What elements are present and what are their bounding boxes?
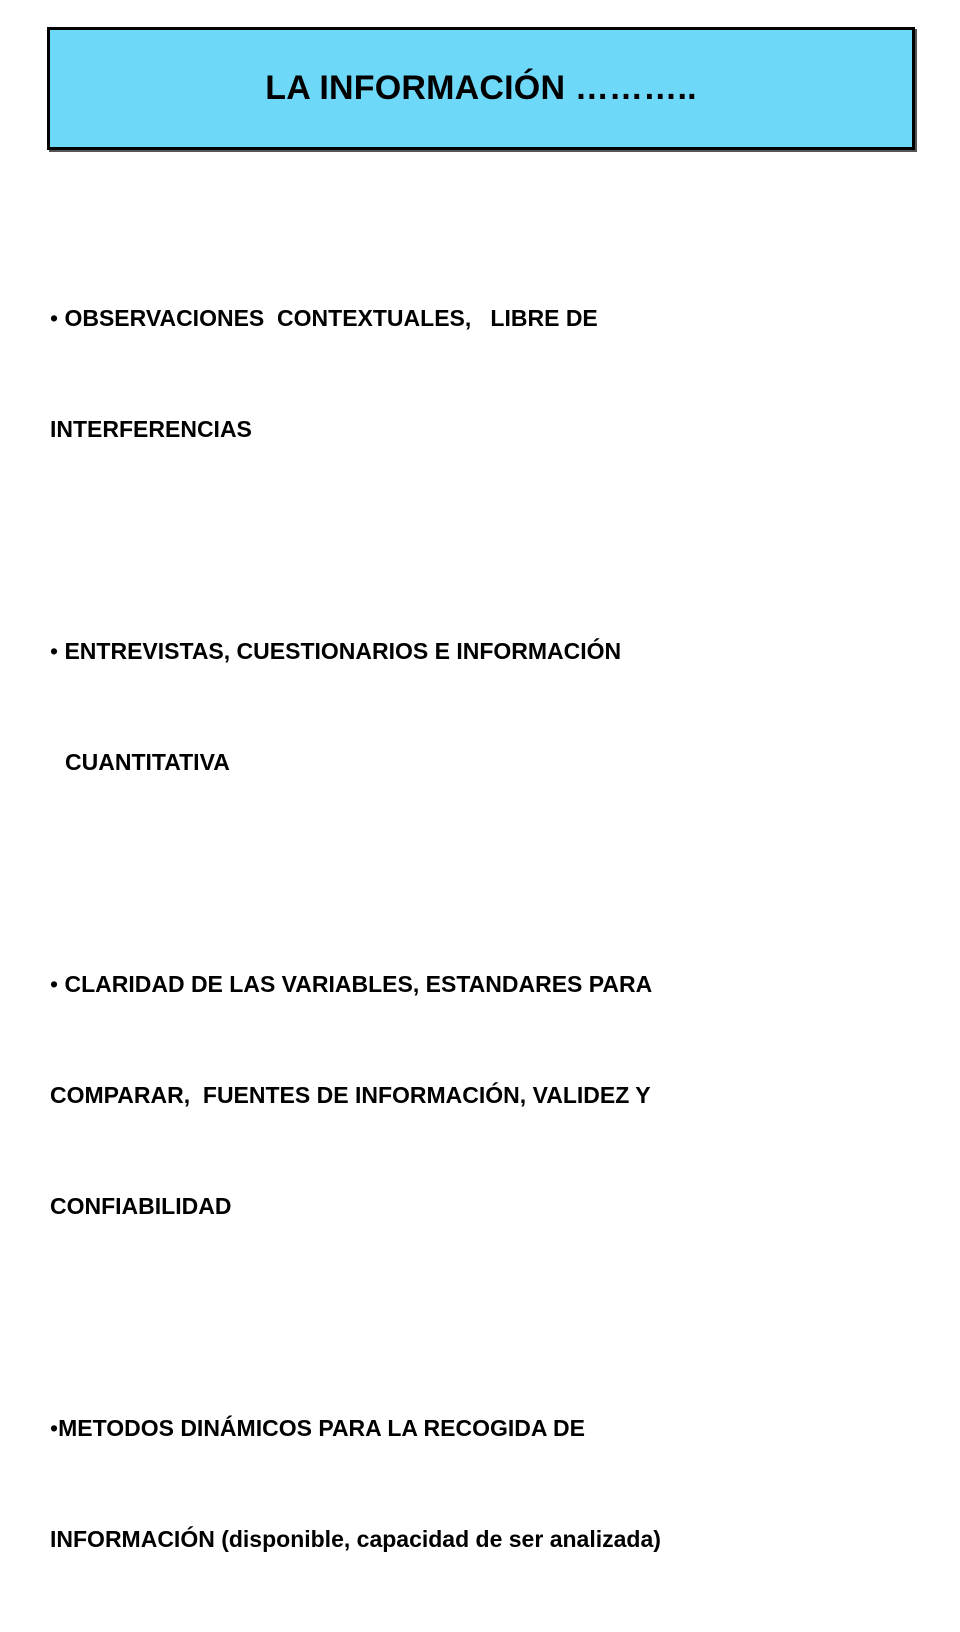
- bullet-line: [50, 966, 910, 1003]
- bullet-line: [50, 744, 910, 781]
- bullet-text: METODOS DINÁMICOS PARA LA RECOGIDA DE: [58, 1415, 585, 1441]
- bullet-line: [50, 1188, 910, 1225]
- bullet-text: ENTREVISTAS, CUESTIONARIOS E INFORMACIÓN: [64, 638, 622, 664]
- bullet-line: [50, 411, 910, 448]
- slide-title: LA INFORMACIÓN ………..: [265, 69, 697, 107]
- bullet-item-entrevistas: [50, 559, 910, 855]
- bullet-line: [50, 1521, 910, 1558]
- bullet-line: [50, 1410, 910, 1447]
- bullet-list: [50, 226, 910, 1632]
- bullet-dot-icon: •: [50, 971, 65, 997]
- bullet-text: CUANTITATIVA: [65, 749, 230, 775]
- bullet-dot-icon: •: [50, 305, 65, 331]
- bullet-text: COMPARAR, FUENTES DE INFORMACIÓN, VALIDEZ Y: [50, 1082, 651, 1108]
- bullet-line: [50, 1077, 910, 1114]
- bullet-item-observaciones: [50, 226, 910, 522]
- bullet-dot-icon: •: [50, 1415, 59, 1441]
- bullet-line: [50, 300, 910, 337]
- bullet-item-claridad: [50, 892, 910, 1299]
- bullet-text: CLARIDAD DE LAS VARIABLES, ESTANDARES PARA: [64, 971, 653, 997]
- bullet-item-metodos: [50, 1336, 910, 1632]
- bullet-text: CONFIABILIDAD: [50, 1193, 232, 1219]
- title-banner: [47, 27, 915, 150]
- bullet-text: INFORMACIÓN (disponible, capacidad de ser analizada): [50, 1526, 661, 1552]
- bullet-dot-icon: •: [50, 638, 65, 664]
- bullet-line: [50, 633, 910, 670]
- bullet-text: OBSERVACIONES CONTEXTUALES, LIBRE DE: [64, 305, 598, 331]
- bullet-text: INTERFERENCIAS: [50, 416, 252, 442]
